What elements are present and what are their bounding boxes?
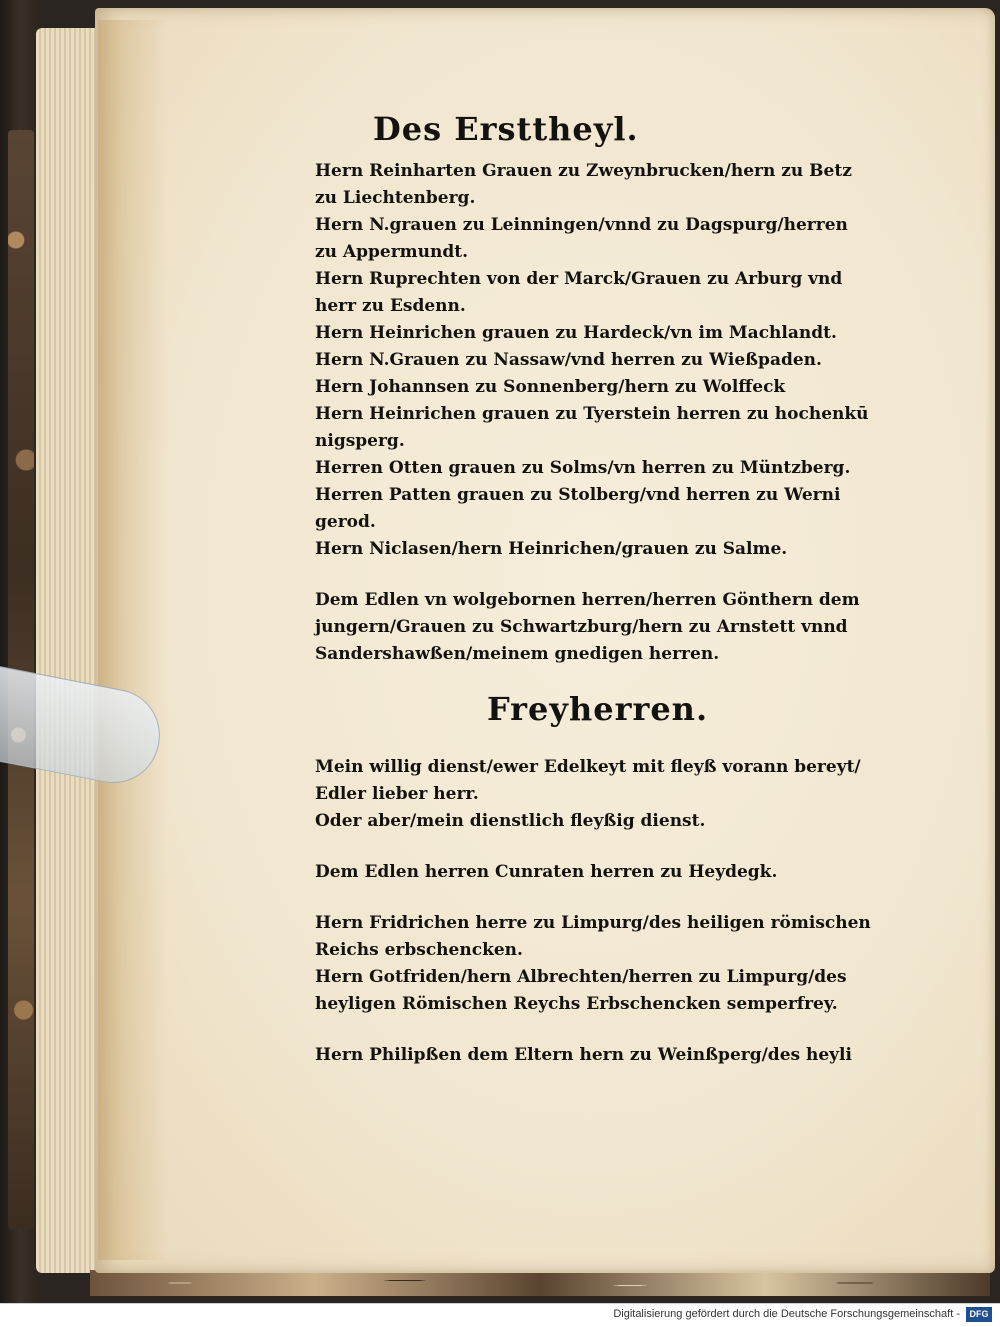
- text-line: Hern Philipßen dem Eltern hern zu Weinßperg/des heyli: [315, 1045, 852, 1065]
- footer: [0, 1303, 1000, 1327]
- spacer: [315, 1018, 915, 1042]
- text-line: Hern Reinharten Grauen zu Zweynbrucken/hern zu Betz: [315, 161, 852, 181]
- text-line: herr zu Esdenn.: [315, 296, 466, 316]
- text-line: zu Appermundt.: [315, 242, 469, 262]
- text-line: gerod.: [315, 512, 376, 532]
- text-line: Hern Gotfriden/hern Albrechten/herren zu Limpurg/des: [315, 967, 847, 987]
- dedication-line: jungern/Grauen zu Schwartzburg/hern zu Arnstett vnnd: [315, 617, 848, 637]
- marbled-edge-bottom: [90, 1270, 990, 1296]
- spacer: [315, 835, 915, 859]
- text-line: Oder aber/mein dienstlich fleyßig dienst.: [315, 811, 706, 831]
- text-line: nigsperg.: [315, 431, 405, 451]
- footer-credit: Digitalisierung gefördert durch die Deutsche Forschungsgemeinschaft -: [613, 1308, 960, 1320]
- page-stain: [98, 20, 168, 1260]
- text-line: Hern Johannsen zu Sonnenberg/hern zu Wolffeck: [315, 377, 786, 397]
- spacer: [315, 886, 915, 910]
- dfg-logo-icon[interactable]: DFG: [966, 1307, 992, 1322]
- text-line: heyligen Römischen Reychs Erbschencken semperfrey.: [315, 994, 838, 1014]
- text-line: Herren Otten grauen zu Solms/vn herren zu Müntzberg.: [315, 458, 851, 478]
- text-line: Hern N.Grauen zu Nassaw/vnd herren zu Wießpaden.: [315, 350, 822, 370]
- section-heading: Freyherren.: [487, 690, 709, 728]
- dedication-line: Dem Edlen vn wolgebornen herren/herren Gönthern dem: [315, 590, 860, 610]
- text-line: zu Liechtenberg.: [315, 188, 476, 208]
- text-line: Edler lieber herr.: [315, 784, 479, 804]
- text-line: Hern Niclasen/hern Heinrichen/grauen zu Salme.: [315, 539, 788, 559]
- dedication-line: Sandershawßen/meinem gnedigen herren.: [315, 644, 720, 664]
- text-line: Hern Heinrichen grauen zu Tyerstein herren zu hochenkū: [315, 404, 869, 424]
- text-line: Hern Heinrichen grauen zu Hardeck/vn im Machlandt.: [315, 323, 837, 343]
- text-line: Reichs erbschencken.: [315, 940, 523, 960]
- text-line: Dem Edlen herren Cunraten herren zu Heydegk.: [315, 862, 778, 882]
- page-heading: Des Ersttheyl.: [373, 110, 639, 148]
- text-line: Herren Patten grauen zu Stolberg/vnd herren zu Werni: [315, 485, 841, 505]
- page-text: [315, 110, 915, 1069]
- text-line: Hern Ruprechten von der Marck/Grauen zu Arburg vnd: [315, 269, 843, 289]
- text-line: Hern N.grauen zu Leinningen/vnnd zu Dagspurg/herren: [315, 215, 848, 235]
- text-line: Mein willig dienst/ewer Edelkeyt mit fleyß vorann bereyt/: [315, 757, 861, 777]
- spacer: [315, 563, 915, 587]
- text-line: Hern Fridrichen herre zu Limpurg/des heiligen römischen: [315, 913, 871, 933]
